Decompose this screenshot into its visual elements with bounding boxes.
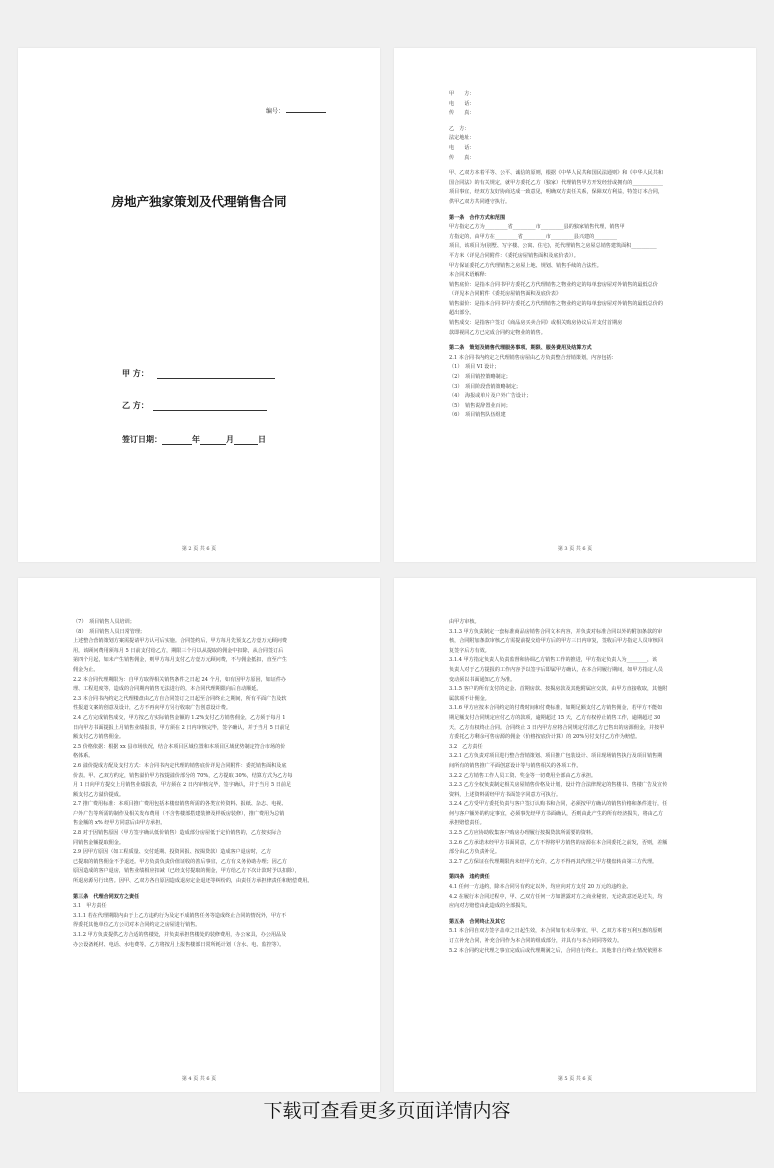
text-line: 2.6 溢价提成方配及支付方式：本合同书内定代理的销售底价详见合同附件：委托销售面积及底: [73, 762, 287, 769]
month-label: 月: [226, 435, 234, 444]
text-line: 负责人对于乙方提报的工作内容予以签字后即属甲方确认，在本合同履行期间，如甲方指定人员: [449, 666, 663, 673]
text-line: 销售溢价：是指本合同书甲方委托乙方代理销售之物业约定的每单套房屋对外销售的最低总价的: [449, 300, 663, 307]
page-number: 第 5 页 共 6 页: [557, 1076, 593, 1082]
text-line: 售金额的 x% 经甲方同意后由甲方承担。: [73, 820, 166, 827]
text-line: 甲 方：: [449, 91, 475, 97]
text-line: 3.2.3 乙方全权负责制定相关房屋销售价格及计划，设计符合法律规定的售楼书、售楼广告及宣传: [449, 782, 668, 789]
text-line: 传 真：: [449, 110, 475, 117]
text-line: 由甲方审核。: [449, 619, 480, 625]
text-line: 3.2.6 乙方承诺未经甲方书面同意，乙方不得将甲方销售的房源在本合同委托之前发，否则，差额: [449, 839, 668, 846]
party-b-label: 乙 方：: [122, 401, 149, 410]
text-line: 款即视同乙方已完成合同约定物业的销售。: [449, 329, 546, 336]
page-number: 第 3 页 共 6 页: [557, 546, 593, 552]
text-line: 超出部分。: [449, 310, 475, 317]
text-line: 得委托其他单位乙方公司对本合同约定之房屋进行销售。: [73, 922, 201, 929]
text-line: 佣金为止。: [73, 666, 99, 673]
text-line: 甲、乙双方本着平等、公平、诚信的原则，根据《中华人民共和国民法通则》和《中华人民共和: [449, 170, 663, 177]
text-line: 原因造成的客户退房，销售业绩相应扣减（已经支付提取的佣金，甲方给乙方下次计款时予以扣除），: [73, 868, 300, 875]
text-line: 户外广告等所需的制作及相关发布费用（不含售楼部搭建装修及样板房装修），推广费用为总销: [73, 810, 285, 817]
text-line: （4） 海报或单片及户外广告设计；: [449, 393, 532, 400]
text-line: 乙 方：: [449, 125, 470, 132]
sign-date-label: 签订日期：: [122, 435, 162, 444]
text-line: 2.8 对于因销售原因（甲方签字确认低价销售）造成部分房屋低于定价销售的，乙方按实际合: [73, 830, 282, 837]
text-line: 2.2 本合同代理期限为：自甲方取得相关销售条件之日起 24 个月，如有因甲方原因，如证件办: [73, 676, 287, 683]
text-line: 3.2.1 乙方负责对项目进行整合营销策划、项目推广包装设计、项目现场销售执行及项目销售期: [449, 753, 663, 760]
party-b-line: [153, 402, 267, 411]
year-line: [162, 436, 192, 445]
section-heading: 第二条 策划及销售代理服务事项、期限、服务费用及结算方式: [449, 345, 592, 352]
contract-page-5: [394, 578, 756, 1092]
text-line: 传 真：: [449, 154, 475, 161]
year-label: 年: [192, 435, 200, 444]
party-b-field: [122, 400, 267, 411]
text-line: 3.1.3 甲方负责制定一套标准商品房销售合同文本内容，并负责对标准合同以外的附加条款的审: [449, 628, 663, 635]
text-line: （5） 销售说辞置业百问；: [449, 402, 511, 409]
contract-page-3: [394, 48, 756, 562]
text-line: 月 1 日向甲方提交上月销售业绩报表，甲方须在 2 日内审核完毕，签字确认，并于当月 5 日前足: [73, 782, 292, 789]
text-line: 方指定的，由甲方在_________省_________市_________县兴建的_________: [449, 233, 618, 240]
text-line: （详见本合同附件《委托房屋销售面积及底价表》: [449, 291, 562, 298]
text-line: 3.2.2 乙方销售工作人员工资、奖金等一切费用全部由乙方承担。: [449, 772, 597, 779]
text-line: 订立补充合同，补充合同作为本合同的组成部分，并具有与本合同同等效力。: [449, 938, 623, 944]
text-line: 日向甲方书面提报上月销售业绩报表，甲方须在 2 日内审核完毕，签字确认，并于当月 5 日前足: [73, 724, 290, 731]
text-line: 方委托乙方剩余可售房源的佣金（价格按底价计算）的 20%另付支付乙方作为赔偿。: [449, 734, 641, 741]
text-line: 间所有的销售推广平面创意设计等与销售相关的各项工作。: [449, 762, 582, 769]
text-line: 3.1.5 客户的所有支付的定金、首期房款、按揭房款及其他附属应交款，由甲方直接收取，其他附: [449, 686, 668, 693]
page-number: 第 4 页 共 6 页: [181, 1076, 217, 1082]
text-line: 销售成交：是指客户签订《商品房买卖合同》或相关购房协议后并支付首期房: [449, 320, 623, 327]
text-line: 甲方指定乙方为_________省_________市_________县的独家销售代理，销售甲: [449, 224, 625, 231]
page-number: 第 2 页 共 6 页: [181, 546, 217, 552]
text-line: 平方米（详见合同附件：《委托房屋销售面积及底价表》）。: [449, 252, 579, 259]
text-line: 所退房源另行出售。因甲、乙双方各自原因造成退房定金退还等纠纷的，由责任方承担律责任和赔偿费用。: [73, 878, 313, 885]
text-line: 何与客户额外的约定事宜，必须事先经甲方书面确认，否则由此产生的所有经济损失，将由乙方: [449, 810, 663, 817]
text-line: （7） 项目销售人员培训；: [73, 619, 135, 625]
text-line: 承担赔偿责任。: [449, 820, 485, 827]
text-line: 2.4 乙方完成销售成交，甲方按乙方实际销售金额的 1.2%支付乙方销售佣金，乙方须于每月 1: [73, 714, 286, 721]
text-line: 额支付乙方销售佣金。: [73, 734, 124, 741]
text-line: 3.1.4 甲方指定负责人负责监督和协调乙方销售工作的推进，甲方指定负责人为________，该: [449, 657, 658, 664]
page-body: [449, 618, 716, 956]
text-line: 3.2.4 乙方受甲方委托负责与客户签订认购书和合同，必须按甲方确认的销售价格和条件进行，任: [449, 801, 668, 808]
text-line: 甲方保证委托乙方代理销售之房屋上地、规划、销售手续的合法性。: [449, 262, 602, 269]
text-line: 额支付乙方溢价提成。: [73, 791, 124, 798]
party-a-label: 甲 方：: [122, 369, 149, 378]
text-line: （8） 项目销售人员日常管理；: [73, 628, 146, 635]
contract-number-line: [286, 106, 326, 113]
text-line: 天，乙方有权终止合同。合同终止 3 日内甲方应将合同规定付清乙方已售出的房源佣金，并按甲: [449, 724, 665, 731]
text-line: 2.1 本合同书内约定之代理销售房屋由乙方负责整合营销策划，内容包括：: [449, 354, 617, 361]
text-line: （2） 项目销控策略制定；: [449, 374, 511, 381]
text-line: 办公设备耗材、电话、水电费等。乙方将按月上报售楼部日常所耗计划（含水、电、监控等）。: [73, 941, 285, 948]
text-line: 3.2.7 乙方保证在代理期限内未经甲方允许，乙方不得再其代理之甲方楼盘转由第三方代理。: [449, 858, 658, 865]
section-heading: 第五条 合同终止及其它: [449, 918, 506, 925]
text-line: 本合同术语解释：: [449, 272, 490, 279]
sign-date-field: [122, 434, 266, 445]
text-line: 理、工程进度等，造成的合同期内销售无法进行的，本合同代理期限向后自动顺延。: [73, 686, 262, 693]
text-line: 电 话：: [449, 100, 475, 107]
text-line: 同销售金额提取佣金。: [73, 839, 124, 846]
text-line: 供甲乙双方共同遵守执行。: [449, 198, 511, 205]
text-line: 性报道文案的创意及设计，乙方不再向甲方另行收取广告创意设计费。: [73, 705, 231, 712]
section-heading: 第三条 代理合同双方之责任: [73, 893, 140, 900]
section-heading: 第四条 违约责任: [449, 874, 490, 881]
text-line: （6） 项目销售队伍组建: [449, 412, 506, 419]
text-line: 3.2.5 乙方应协助收集客户购房办理履行按揭贷款所需要的资料。: [449, 830, 597, 837]
cover-page: [18, 48, 380, 562]
text-line: 属款项不计佣金。: [449, 695, 490, 702]
contract-number: [266, 106, 326, 115]
text-line: 格体系。: [73, 753, 94, 760]
text-line: （3） 项目阶段营销策略制定；: [449, 383, 522, 390]
text-line: 部分由乙方负责补足。: [449, 849, 500, 856]
party-a-field: [122, 368, 275, 379]
text-line: 2.9 因甲方原因（如工程质量、交付延期、投资回报、按揭贷款）造成客户退房时，乙方: [73, 849, 272, 856]
text-line: （1） 项目 VI 设计；: [449, 364, 500, 371]
page-body: [73, 618, 340, 950]
text-line: 4.2 在履行本合同过程中，甲、乙双方任何一方如泄露对方之商业秘密，无论故意还是过失，均: [449, 893, 663, 900]
text-line: 第四个月起，如未产生销售佣金，则甲方每月支付乙方壹万元顾问费，不与佣金抵扣，直至产生: [73, 657, 287, 664]
text-line: 2.7 推广费用标准：本项目推广费用包括本楼盘销售所需的各类宣传资料、报纸、杂志、电视、: [73, 801, 287, 808]
text-line: 上述整合营销策划方案需提请甲方认可后实施。合同签约后，甲方每月先预支乙方壹万元顾问费: [73, 638, 287, 645]
text-line: 2.5 价格依据：根据 xx 县市场状况，结合本项目区域位置和本项目区域优势制定符合市场的价: [73, 743, 286, 750]
page-body: [449, 90, 716, 421]
section-heading: 第一条 合作方式和范围: [449, 214, 506, 221]
text-line: 资料，上述资料需经甲方书面签字同意方可执行。: [449, 791, 562, 798]
text-line: 期足额支付合同规定应付乙方的款项，逾期超过 15 天，乙方有权停止销售工作，逾期超过 30: [449, 714, 661, 721]
text-line: 3.1.2 甲方负责提供乙方合适的售楼处，并负责承担售楼处的装修费用，办公家具，办公用品及: [73, 932, 287, 938]
text-line: 核，合同附加条款审核乙方需提前提交给甲方后的甲方三日内审复，签收后甲方指定人员审核回: [449, 638, 663, 645]
text-line: 已提取的销售佣金不予退还。甲方负责负责价值证收的善后事宜，乙方有义务协助办理；因乙方: [73, 858, 287, 865]
text-line: 应向对方赔偿由此造成的全部损失。: [449, 903, 531, 910]
text-line: 4.1 任何一方违约，除本合同另有约定以外，均应向对方支付 20 万元的违约金。: [449, 884, 632, 891]
text-line: 用，该顾问费用须每月 5 日前支付给乙方，期限三个月以从提取的佣金中扣除，从合同签订后: [73, 647, 284, 654]
text-line: 3.2 乙方责任: [449, 743, 483, 750]
download-more-banner[interactable]: 下载可查看更多页面详情内容: [263, 1100, 511, 1122]
text-line: 法定地址：: [449, 135, 475, 142]
text-line: 价表。甲、乙双方约定，销售溢价甲方按提溢价部分的 70%，乙方提取 30%，结算方式为乙方每: [73, 772, 293, 779]
text-line: 5.1 本合同自双方签字盖章之日起生效，本合同如有未尽事宜，甲、乙双方本着互利互惠的原则: [449, 928, 663, 935]
month-line: [200, 436, 226, 445]
contract-page-4: [18, 578, 380, 1092]
day-label: 日: [258, 435, 266, 444]
text-line: 复签字后方有效。: [449, 647, 490, 654]
text-line: 3.1 甲方责任: [73, 903, 107, 910]
text-line: 3.1.6 甲方应按本合同约定的付费时间和付费标准，如期足额支付乙方销售佣金，若甲方不能如: [449, 705, 663, 712]
day-line: [234, 436, 258, 445]
party-a-line: [157, 370, 275, 379]
text-line: 变动须以书面通知乙方为准。: [449, 676, 516, 683]
text-line: 项目，该项目为(别墅、写字楼、公寓、住宅)，托代理销售之房屋总销售建筑面积__________: [449, 243, 657, 250]
contract-title: 房地产独家策划及代理销售合同: [111, 194, 287, 209]
contract-number-label: 编号：: [266, 108, 285, 115]
text-line: 销售底价：是指本合同书甲方委托乙方代理销售之物业约定的每单套房屋对外销售的最低总价: [449, 281, 658, 288]
text-line: 2.3 本合同书内约定之代理楼盘由乙方自合同签订之日起至合同终止之期间，所有平面广告及软: [73, 695, 287, 702]
text-line: 电 话：: [449, 144, 475, 151]
text-line: 项目事宜，经双方友好协商达成一致意见，明确双方责任关系，保障双方利益，特签订本合同，: [449, 189, 663, 196]
text-line: 3.1.1 若在代理期限内由于上乙方违约行为及定不成销售任务等造成终止合同的情况外，甲方不: [73, 912, 287, 919]
text-line: 国合同法》的有关规定，就甲方委托乙方（独家）代理销售甲方开发经营或拥有的____________: [449, 179, 663, 186]
text-line: 5.2 本合同约定代理之事宜完成后或代理期满之后，合同自行终止。其他非自行终止情况依照本: [449, 947, 663, 954]
